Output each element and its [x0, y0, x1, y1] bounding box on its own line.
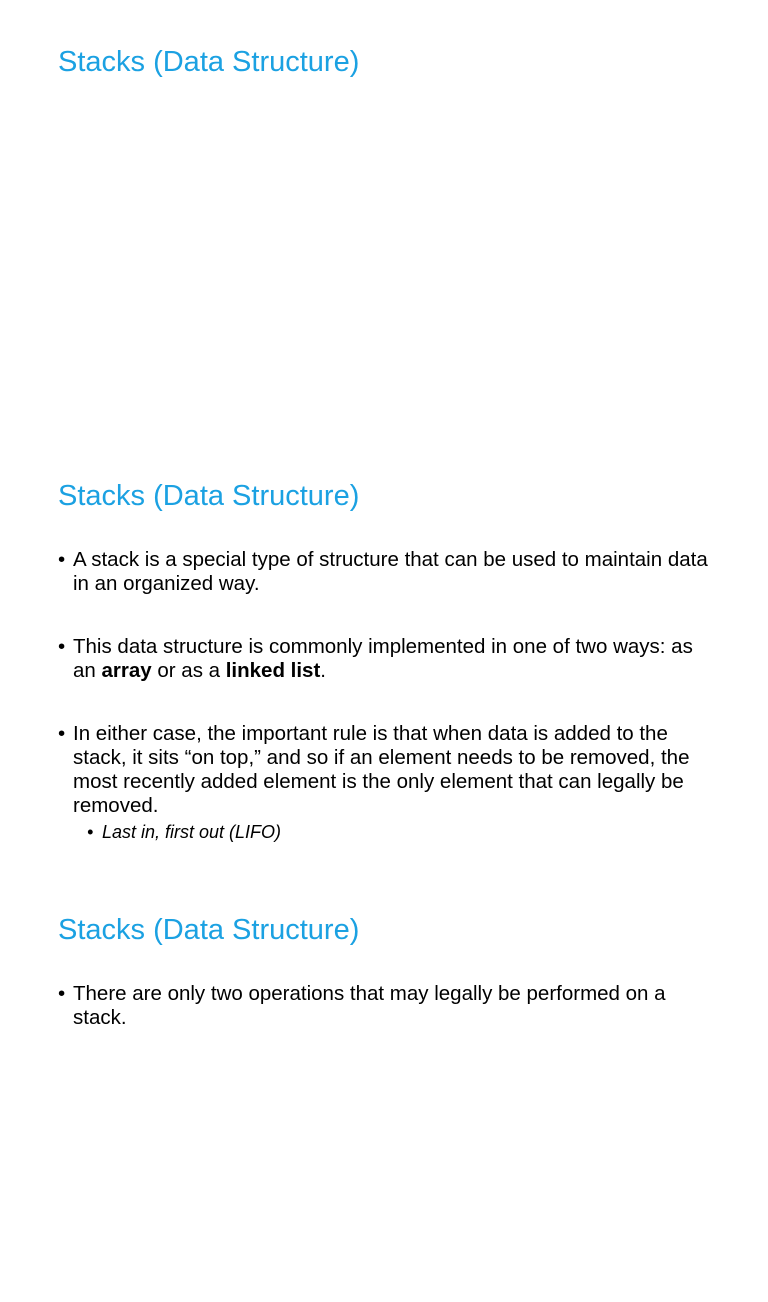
bullet-text: This data structure is commonly implemented in one of two ways: as an — [73, 635, 693, 682]
bullet-text: . — [320, 659, 326, 682]
bullet-item — [58, 548, 718, 596]
slide-1 — [0, 0, 768, 434]
bullet-item — [58, 982, 718, 1030]
bullet-item — [58, 635, 718, 683]
bullet-text-bold-array: array — [101, 659, 152, 682]
bullet-text: In either case, the important rule is that when data is added to the stack, it sits “on top,” and so if an element needs to be removed, the most recently added element is the only element that can legally be removed. — [73, 722, 690, 817]
bullet-text-bold-linked-list: linked list — [225, 659, 321, 682]
bullet-text: There are only two operations that may legally be performed on a stack. — [73, 982, 666, 1029]
sub-bullet-text: Last in, first out (LIFO) — [102, 822, 282, 842]
bullet-item — [58, 722, 718, 843]
sub-bullet-item — [87, 821, 718, 843]
bullet-dot-icon: • — [58, 982, 66, 1005]
slide-2 — [0, 434, 768, 868]
slide-3-title: Stacks (Data Structure) — [58, 914, 360, 946]
bullet-text: or as a — [151, 659, 226, 682]
sub-bullet-list — [73, 821, 718, 843]
bullet-text: A stack is a special type of structure that can be used to maintain data in an organized way. — [73, 548, 708, 595]
slide-1-title: Stacks (Data Structure) — [58, 46, 360, 78]
slide-2-bullet-list — [58, 548, 718, 868]
bullet-dot-icon: • — [87, 822, 94, 842]
bullet-dot-icon: • — [58, 722, 66, 745]
slide-3 — [0, 868, 768, 1302]
bullet-dot-icon: • — [58, 635, 66, 658]
slide-3-bullet-list — [58, 982, 718, 1069]
bullet-dot-icon: • — [58, 548, 66, 571]
slide-2-title: Stacks (Data Structure) — [58, 480, 360, 512]
